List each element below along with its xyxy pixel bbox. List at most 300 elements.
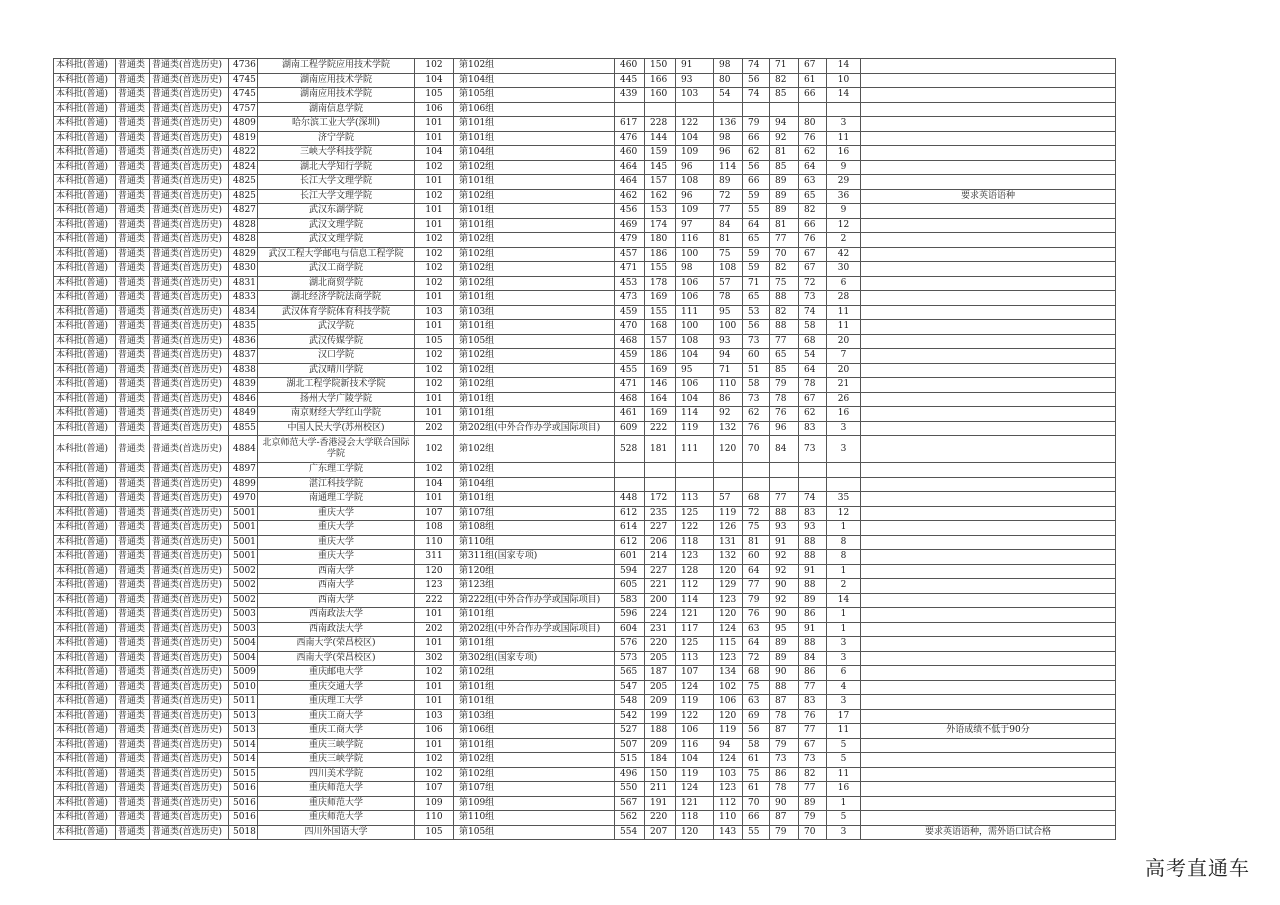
table-cell: 109 [676,204,714,219]
table-cell: 172 [645,492,676,507]
table-cell: 5018 [229,825,258,840]
table-cell: 507 [615,738,645,753]
table-cell: 第101组 [454,175,615,190]
table-cell: 本科批(普通) [54,160,116,175]
table-cell: 本科批(普通) [54,421,116,436]
table-cell: 四川外国语大学 [258,825,415,840]
table-cell: 4819 [229,131,258,146]
table-cell: 100 [676,247,714,262]
table-cell: 普通类 [116,320,150,335]
table-cell: 3 [827,436,861,463]
table-cell: 455 [615,363,645,378]
table-cell [861,247,1116,262]
admission-score-table [53,58,1116,840]
table-cell: 本科批(普通) [54,492,116,507]
table-cell: 普通类(首选历史) [150,218,229,233]
table-cell: 普通类 [116,378,150,393]
table-cell: 98 [676,262,714,277]
table-cell [743,102,770,117]
table-cell: 101 [415,175,454,190]
table-row [54,506,1116,521]
table-cell: 第102组 [454,349,615,364]
table-cell: 90 [770,666,799,681]
table-row [54,709,1116,724]
table-cell: 第222组(中外合作办学或国际项目) [454,593,615,608]
table-cell: 79 [770,738,799,753]
table-cell: 普通类(首选历史) [150,535,229,550]
table-cell: 70 [799,825,827,840]
table-cell: 63 [799,175,827,190]
table-cell: 普通类 [116,492,150,507]
table-cell: 100 [714,320,743,335]
table-cell: 107 [415,782,454,797]
table-cell [615,463,645,478]
table-cell: 普通类 [116,651,150,666]
table-cell: 11 [827,767,861,782]
table-cell: 72 [743,651,770,666]
table-cell: 76 [799,131,827,146]
table-cell: 73 [770,753,799,768]
table-cell: 129 [714,579,743,594]
table-cell [676,102,714,117]
table-cell [861,204,1116,219]
table-cell: 4829 [229,247,258,262]
table-cell: 604 [615,622,645,637]
table-cell: 54 [714,88,743,103]
table-cell: 58 [743,738,770,753]
table-cell: 146 [645,378,676,393]
table-cell: 本科批(普通) [54,535,116,550]
table-cell: 464 [615,160,645,175]
table-cell: 83 [799,421,827,436]
table-cell: 12 [827,506,861,521]
table-cell: 75 [743,680,770,695]
table-cell: 119 [676,767,714,782]
table-cell: 武汉文理学院 [258,218,415,233]
table-cell: 89 [799,593,827,608]
table-cell: 本科批(普通) [54,666,116,681]
table-cell: 456 [615,204,645,219]
table-cell: 188 [645,724,676,739]
table-cell: 66 [743,131,770,146]
table-row [54,825,1116,840]
table-cell: 第107组 [454,506,615,521]
table-cell: 104 [415,73,454,88]
table-cell: 227 [645,564,676,579]
table-cell [743,463,770,478]
table-cell [861,291,1116,306]
table-cell: 104 [676,392,714,407]
table-cell: 本科批(普通) [54,463,116,478]
table-cell: 186 [645,247,676,262]
table-cell: 64 [743,564,770,579]
table-cell [861,378,1116,393]
table-cell: 617 [615,117,645,132]
table-cell: 51 [743,363,770,378]
table-cell: 普通类 [116,117,150,132]
table-cell: 85 [770,160,799,175]
table-cell: 5016 [229,796,258,811]
table-cell [861,477,1116,492]
table-cell: 55 [743,825,770,840]
table-cell: 普通类(首选历史) [150,378,229,393]
table-cell: 3 [827,637,861,652]
table-cell: 542 [615,709,645,724]
table-cell: 119 [714,506,743,521]
table-cell: 124 [714,622,743,637]
table-cell [861,811,1116,826]
table-cell: 91 [676,59,714,74]
table-cell: 122 [676,521,714,536]
table-cell: 普通类(首选历史) [150,349,229,364]
table-cell: 78 [799,378,827,393]
table-cell: 普通类(首选历史) [150,782,229,797]
table-row [54,392,1116,407]
table-cell: 4835 [229,320,258,335]
table-row [54,189,1116,204]
table-cell: 5004 [229,637,258,652]
table-cell [861,695,1116,710]
table-cell [861,521,1116,536]
table-cell: 220 [645,637,676,652]
table-cell: 94 [714,738,743,753]
table-cell: 4809 [229,117,258,132]
table-cell: 68 [799,334,827,349]
table-cell: 5002 [229,579,258,594]
table-cell: 64 [743,218,770,233]
table-cell: 102 [415,59,454,74]
table-cell: 101 [415,738,454,753]
table-cell: 第101组 [454,407,615,422]
table-cell: 527 [615,724,645,739]
table-cell: 79 [743,117,770,132]
table-cell: 普通类 [116,622,150,637]
table-cell: 4745 [229,88,258,103]
table-cell: 普通类(首选历史) [150,189,229,204]
table-cell: 普通类(首选历史) [150,463,229,478]
table-cell: 92 [770,593,799,608]
table-cell: 5003 [229,608,258,623]
table-cell: 本科批(普通) [54,378,116,393]
table-cell: 14 [827,593,861,608]
table-cell: 132 [714,421,743,436]
table-cell: 102 [415,247,454,262]
table-cell: 本科批(普通) [54,709,116,724]
table-cell: 101 [415,204,454,219]
table-cell: 224 [645,608,676,623]
table-cell: 本科批(普通) [54,738,116,753]
table-cell: 西南大学 [258,564,415,579]
table-cell: 101 [415,218,454,233]
table-cell [861,276,1116,291]
table-cell: 86 [799,608,827,623]
table-cell: 583 [615,593,645,608]
table-cell: 116 [676,233,714,248]
table-cell [861,407,1116,422]
table-cell: 第101组 [454,637,615,652]
table-cell: 湛江科技学院 [258,477,415,492]
table-cell: 77 [770,233,799,248]
table-cell: 普通类 [116,218,150,233]
table-cell: 82 [770,73,799,88]
table-cell: 重庆邮电大学 [258,666,415,681]
table-cell: 普通类(首选历史) [150,247,229,262]
table-cell: 62 [743,407,770,422]
table-cell [645,463,676,478]
table-row [54,407,1116,422]
table-cell: 4822 [229,146,258,161]
table-cell: 92 [770,131,799,146]
table-cell: 67 [799,738,827,753]
table-cell: 重庆师范大学 [258,782,415,797]
table-cell: 66 [799,218,827,233]
table-cell: 普通类(首选历史) [150,622,229,637]
table-cell: 4855 [229,421,258,436]
table-cell: 普通类 [116,506,150,521]
table-cell: 58 [799,320,827,335]
table-cell: 91 [770,535,799,550]
table-cell: 57 [714,276,743,291]
table-cell: 8 [827,550,861,565]
table-cell: 4745 [229,73,258,88]
table-cell: 普通类 [116,593,150,608]
table-cell: 5004 [229,651,258,666]
table-cell: 第101组 [454,738,615,753]
table-cell: 104 [676,753,714,768]
table-cell: 101 [415,608,454,623]
table-cell: 第102组 [454,59,615,74]
table-cell [861,160,1116,175]
table-cell: 65 [770,349,799,364]
table-cell: 4834 [229,305,258,320]
table-cell: 55 [743,204,770,219]
table-cell: 第101组 [454,291,615,306]
table-cell: 西南大学 [258,579,415,594]
table-cell: 第104组 [454,477,615,492]
table-cell [861,59,1116,74]
table-row [54,724,1116,739]
table-cell: 117 [676,622,714,637]
table-cell: 本科批(普通) [54,796,116,811]
table-cell [645,477,676,492]
table-cell: 重庆交通大学 [258,680,415,695]
table-cell [861,622,1116,637]
table-cell: 90 [770,796,799,811]
table-cell: 75 [743,521,770,536]
table-cell: 108 [676,175,714,190]
table-cell: 77 [714,204,743,219]
table-cell: 4827 [229,204,258,219]
table-cell: 普通类(首选历史) [150,738,229,753]
table-cell: 本科批(普通) [54,131,116,146]
table-cell: 普通类(首选历史) [150,131,229,146]
table-row [54,291,1116,306]
table-cell: 武汉体育学院体育科技学院 [258,305,415,320]
table-cell [861,608,1116,623]
table-cell: 本科批(普通) [54,436,116,463]
table-row [54,695,1116,710]
table-cell: 102 [415,233,454,248]
table-cell [676,463,714,478]
table-cell: 106 [415,102,454,117]
table-cell: 457 [615,247,645,262]
table-cell [861,233,1116,248]
table-cell: 第102组 [454,189,615,204]
table-cell: 112 [714,796,743,811]
table-cell: 普通类 [116,363,150,378]
table-cell: 107 [676,666,714,681]
table-cell: 11 [827,320,861,335]
table-row [54,436,1116,463]
table-cell: 122 [676,709,714,724]
table-cell: 157 [645,334,676,349]
table-row [54,276,1116,291]
table-cell: 120 [714,709,743,724]
table-cell: 11 [827,131,861,146]
table-cell: 普通类(首选历史) [150,724,229,739]
table-cell: 4897 [229,463,258,478]
table-cell: 普通类(首选历史) [150,421,229,436]
table-cell: 71 [714,363,743,378]
table-cell: 普通类 [116,796,150,811]
table-cell: 第105组 [454,88,615,103]
table-cell: 56 [743,320,770,335]
table-cell: 476 [615,131,645,146]
table-cell: 本科批(普通) [54,363,116,378]
table-cell: 济宁学院 [258,131,415,146]
table-cell: 92 [770,550,799,565]
table-cell: 89 [770,651,799,666]
table-cell: 普通类(首选历史) [150,233,229,248]
table-row [54,305,1116,320]
table-cell: 3 [827,117,861,132]
table-cell: 112 [676,579,714,594]
table-cell: 本科批(普通) [54,102,116,117]
table-cell: 普通类(首选历史) [150,477,229,492]
table-cell: 本科批(普通) [54,550,116,565]
table-cell: 227 [645,521,676,536]
table-cell: 西南大学 [258,593,415,608]
table-cell: 普通类 [116,680,150,695]
table-cell: 93 [770,521,799,536]
table-cell: 82 [799,767,827,782]
table-cell [799,102,827,117]
table-cell: 5001 [229,521,258,536]
table-cell [861,535,1116,550]
table-cell: 本科批(普通) [54,753,116,768]
table-cell: 本科批(普通) [54,608,116,623]
table-cell: 102 [415,160,454,175]
table-cell: 重庆大学 [258,521,415,536]
table-cell [861,782,1116,797]
table-cell: 9 [827,204,861,219]
table-cell: 第102组 [454,276,615,291]
table-cell: 209 [645,738,676,753]
table-cell: 81 [770,146,799,161]
table-cell [861,579,1116,594]
table-cell: 长江大学文理学院 [258,175,415,190]
table-cell: 73 [743,334,770,349]
table-cell: 四川美术学院 [258,767,415,782]
table-cell: 普通类 [116,247,150,262]
table-cell: 92 [714,407,743,422]
table-cell: 第102组 [454,160,615,175]
table-cell: 67 [799,262,827,277]
table-row [54,160,1116,175]
table-cell: 73 [743,392,770,407]
table-cell: 湖北大学知行学院 [258,160,415,175]
table-cell: 第106组 [454,724,615,739]
table-cell: 普通类(首选历史) [150,117,229,132]
table-cell: 70 [743,436,770,463]
table-cell: 470 [615,320,645,335]
table-cell: 本科批(普通) [54,117,116,132]
table-cell: 573 [615,651,645,666]
table-cell: 普通类(首选历史) [150,564,229,579]
table-cell: 461 [615,407,645,422]
table-cell: 本科批(普通) [54,204,116,219]
table-cell: 576 [615,637,645,652]
table-cell: 普通类 [116,146,150,161]
table-cell: 普通类(首选历史) [150,753,229,768]
table-cell: 81 [770,218,799,233]
table-cell: 150 [645,767,676,782]
table-cell: 222 [415,593,454,608]
table-cell [861,506,1116,521]
table-cell: 16 [827,146,861,161]
table-cell [861,363,1116,378]
table-cell: 普通类(首选历史) [150,88,229,103]
table-cell: 169 [645,407,676,422]
table-cell: 155 [645,305,676,320]
table-cell: 124 [676,782,714,797]
table-cell: 85 [770,88,799,103]
table-cell: 166 [645,73,676,88]
table-cell: 4825 [229,189,258,204]
table-cell: 普通类 [116,276,150,291]
table-cell: 80 [714,73,743,88]
table-cell: 71 [743,276,770,291]
table-cell: 86 [799,666,827,681]
table-cell: 103 [415,709,454,724]
table-cell: 122 [676,117,714,132]
table-row [54,233,1116,248]
table-cell: 武汉东湖学院 [258,204,415,219]
table-cell: 113 [676,651,714,666]
table-cell: 西南大学(荣昌校区) [258,651,415,666]
table-cell: 91 [799,622,827,637]
table-cell: 本科批(普通) [54,320,116,335]
table-cell: 重庆大学 [258,506,415,521]
table-row [54,477,1116,492]
table-cell: 第110组 [454,811,615,826]
table-cell: 86 [770,767,799,782]
table-cell: 108 [415,521,454,536]
table-cell: 89 [770,204,799,219]
table-cell: 164 [645,392,676,407]
table-cell: 115 [714,637,743,652]
table-cell [861,436,1116,463]
table-cell: 102 [415,262,454,277]
table-row [54,579,1116,594]
table-cell: 92 [770,564,799,579]
table-cell [861,175,1116,190]
table-cell: 普通类(首选历史) [150,506,229,521]
table-cell: 88 [799,550,827,565]
table-cell: 601 [615,550,645,565]
table-cell: 本科批(普通) [54,349,116,364]
table-cell: 134 [714,666,743,681]
